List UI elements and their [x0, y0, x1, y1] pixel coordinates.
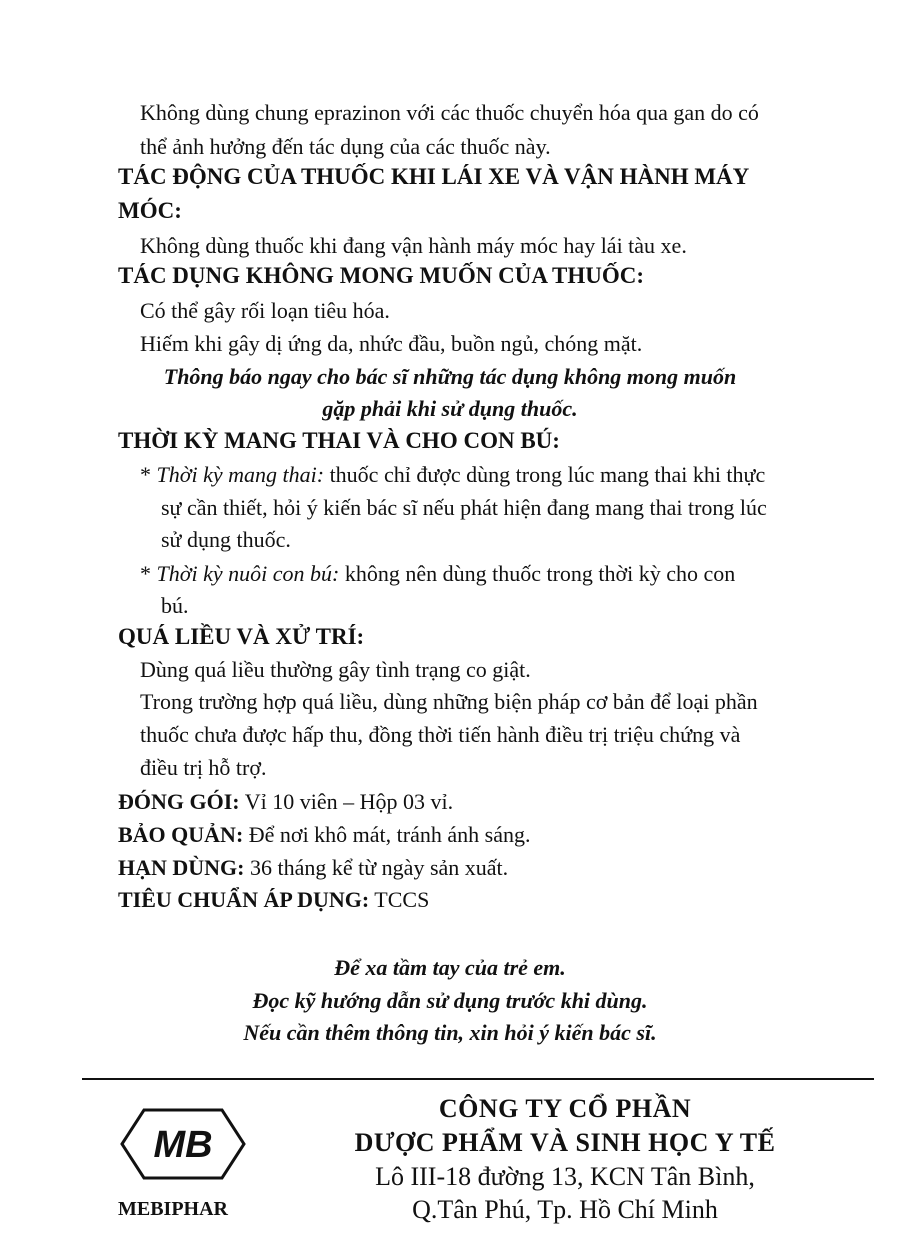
standard-value: TCCS: [369, 887, 430, 912]
overdose-text-4: điều trị hỗ trợ.: [140, 755, 267, 780]
company-address-line-1: Lô III-18 đường 13, KCN Tân Bình,: [375, 1162, 755, 1191]
pregnancy-bullet-2-line-2: bú.: [161, 593, 189, 618]
storage-value: Để nơi khô mát, tránh ánh sáng.: [243, 822, 531, 847]
interaction-text-line-2: thể ảnh hưởng đến tác dụng của các thuốc này.: [140, 134, 551, 159]
bullet-marker: *: [140, 462, 157, 487]
company-name-line-2: DƯỢC PHẨM VÀ SINH HỌC Y TẾ: [354, 1128, 776, 1157]
pregnancy-bullet-1-title: Thời kỳ mang thai:: [156, 462, 325, 487]
overdose-text-1: Dùng quá liều thường gây tình trạng co giật.: [140, 657, 531, 682]
pregnancy-bullet-2: [140, 557, 735, 591]
pregnancy-bullet-1-line-3: sử dụng thuốc.: [161, 527, 291, 552]
pregnancy-bullet-1-line-2: sự cần thiết, hỏi ý kiến bác sĩ nếu phát hiện đang mang thai trong lúc: [161, 495, 767, 520]
pregnancy-heading: THỜI KỲ MANG THAI VÀ CHO CON BÚ:: [118, 428, 560, 453]
overdose-text-2: Trong trường hợp quá liều, dùng những biện pháp cơ bản để loại phần: [140, 689, 758, 714]
packaging-label: ĐÓNG GÓI:: [118, 789, 240, 814]
expiry-value: 36 tháng kể từ ngày sản xuất.: [244, 855, 509, 880]
company-address-line-2: Q.Tân Phú, Tp. Hồ Chí Minh: [412, 1195, 718, 1224]
overdose-text-3: thuốc chưa được hấp thu, đồng thời tiến hành điều trị triệu chứng và: [140, 722, 741, 747]
standard-label: TIÊU CHUẨN ÁP DỤNG:: [118, 887, 370, 912]
storage-line: [118, 818, 530, 852]
expiry-line: [118, 851, 508, 885]
company-name-line-1: CÔNG TY CỔ PHẦN: [438, 1094, 692, 1123]
company-logo: [118, 1104, 248, 1184]
driving-heading-line-2: MÓC:: [118, 198, 182, 223]
logo-lettering: MB: [153, 1124, 213, 1166]
pregnancy-bullet-2-text: không nên dùng thuốc trong thời kỳ cho con: [339, 561, 736, 586]
standard-line: [118, 883, 429, 917]
driving-heading-line-1: TÁC ĐỘNG CỦA THUỐC KHI LÁI XE VÀ VẬN HÀNH MÁY: [118, 164, 750, 189]
driving-text: Không dùng thuốc khi đang vận hành máy móc hay lái tàu xe.: [140, 233, 687, 258]
warning-read-instructions: Đọc kỹ hướng dẫn sử dụng trước khi dùng.: [252, 988, 648, 1013]
side-effects-notice-2: gặp phải khi sử dụng thuốc.: [322, 396, 578, 421]
expiry-label: HẠN DÙNG:: [118, 855, 245, 880]
packaging-line: [118, 785, 453, 819]
side-effects-notice-1: Thông báo ngay cho bác sĩ những tác dụng không mong muốn: [163, 364, 737, 389]
interaction-text-line-1: Không dùng chung eprazinon với các thuốc chuyển hóa qua gan do có: [140, 100, 759, 125]
storage-label: BẢO QUẢN:: [118, 822, 244, 847]
warning-ask-doctor: Nếu cần thêm thông tin, xin hỏi ý kiến bác sĩ.: [243, 1020, 657, 1045]
bullet-marker: *: [140, 561, 157, 586]
side-effects-text-1: Có thể gây rối loạn tiêu hóa.: [140, 298, 390, 323]
side-effects-heading: TÁC DỤNG KHÔNG MONG MUỐN CỦA THUỐC:: [118, 263, 645, 288]
pregnancy-bullet-1-text: thuốc chỉ được dùng trong lúc mang thai khi thực: [324, 462, 766, 487]
side-effects-text-2: Hiếm khi gây dị ứng da, nhức đầu, buồn ngủ, chóng mặt.: [140, 331, 643, 356]
pregnancy-bullet-1: [140, 458, 765, 492]
packaging-value: Vỉ 10 viên – Hộp 03 vỉ.: [239, 789, 454, 814]
overdose-heading: QUÁ LIỀU VÀ XỬ TRÍ:: [118, 624, 365, 649]
warning-keep-away: Để xa tầm tay của trẻ em.: [334, 955, 566, 980]
footer-divider: [82, 1078, 874, 1080]
brand-name: MEBIPHAR: [118, 1198, 228, 1220]
pregnancy-bullet-2-title: Thời kỳ nuôi con bú:: [156, 561, 340, 586]
